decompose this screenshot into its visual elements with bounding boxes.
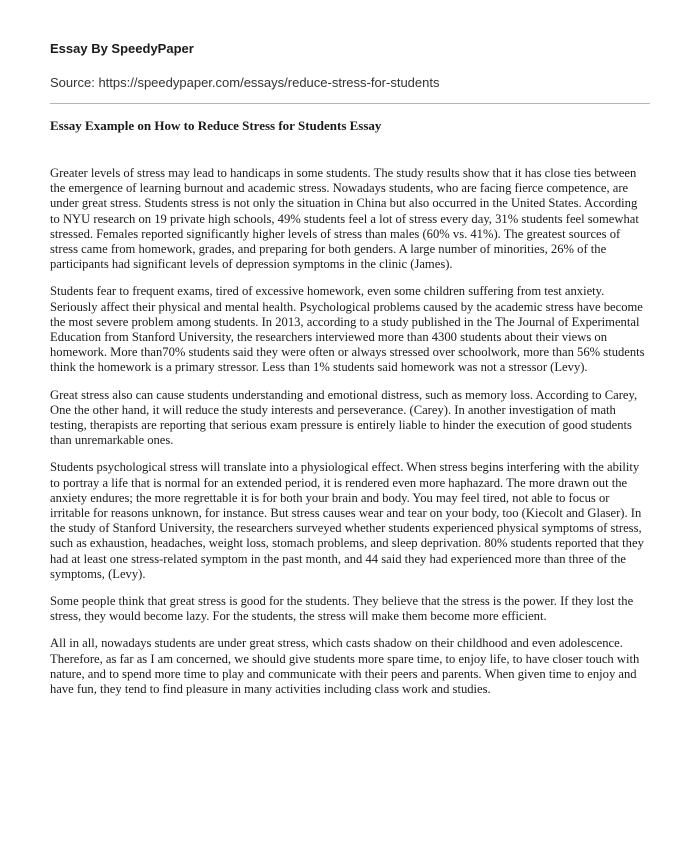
source-line (50, 75, 650, 91)
source-url: https://speedypaper.com/essays/reduce-stress-for-students (98, 75, 440, 90)
essay-paragraph-2: Students fear to frequent exams, tired of excessive homework, even some children suffering from test anxiety. Seriously affect their physical and mental health. Psychological problems caused by the academic stress have become the most severe problem among students. In 2013, according to a study published in the The Journal of Experimental Education from Stanford University, the researchers interviewed more than 4300 students about their views on homework. More than70% students said they were often or always stressed over schoolwork, more than 56% students think the homework is a primary stressor. Less than 1% students said homework was not a stressor (Levy). (50, 284, 645, 375)
header-divider (50, 103, 650, 104)
essay-paragraph-1: Greater levels of stress may lead to handicaps in some students. The study results show that it has close ties between the emergence of learning burnout and academic stress. Nowadays students, who are facing fierce competence, are under great stress. Students stress is not only the situation in China but also occurred in the United States. According to NYU research on 19 private high schools, 49% students feel a lot of stress every day, 31% students feel somewhat stressed. Females reported significantly higher levels of stress than males (60% vs. 41%). The greatest sources of stress came from homework, grades, and preparing for both genders. A large number of minorities, 26% of the participants had significant levels of depression symptoms in the clinic (James). (50, 166, 639, 272)
essay-title: Essay Example on How to Reduce Stress for Students Essay (50, 118, 382, 133)
essay-paragraph-4: Students psychological stress will translate into a physiological effect. When stress begins interfering with the ability to portray a life that is normal for an extended period, it is rendered even more haphazard. The more drawn out the anxiety endures; the more regrettable it is for both your brain and body. You may feel tired, not able to focus or irritable for reasons unknown, for instance. But stress causes wear and tear on your body, too (Kiecolt and Glaser). In the study of Stanford University, the researchers surveyed whether students experienced physical symptoms of stress, such as exhaustion, headaches, weight loss, stomach problems, and sleep deprivation. 80% students reported that they had at least one stress-related symptom in the past month, and 44 said they had experienced more than three of the symptoms, (Levy). (50, 460, 644, 581)
essay-body (50, 166, 650, 697)
essay-paragraph-5: Some people think that great stress is good for the students. They believe that the stress is the power. If they lost the stress, they would become lazy. For the students, the stress will make them become more efficient. (50, 594, 634, 624)
source-label: Source: (50, 75, 95, 90)
essay-paragraph-3: Great stress also can cause students understanding and emotional distress, such as memory loss. According to Carey, One the other hand, it will reduce the study interests and perseverance. (Carey). In another investigation of math testing, therapists are reporting that serious exam pressure is entirely liable to hinder the execution of good students than unremarkable ones. (50, 387, 638, 448)
essay-paragraph-6: All in all, nowadays students are under great stress, which casts shadow on their childhood and even adolescence. Therefore, as far as I am concerned, we should give students more spare time, to enjoy life, to have closer touch with nature, and to spend more time to play and communicate with their peers and parents. When given time to enjoy and have fun, they tend to find pleasure in many activities including class work and studies. (50, 636, 640, 697)
document-header-title: Essay By SpeedyPaper (50, 41, 194, 56)
